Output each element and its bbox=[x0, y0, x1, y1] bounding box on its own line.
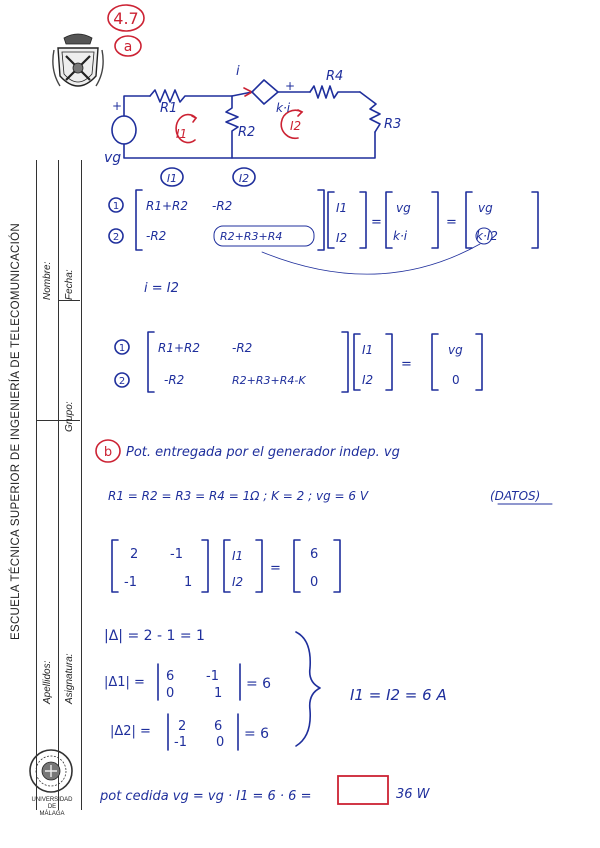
matrix-cell: R2+R3+R4-K bbox=[232, 374, 306, 387]
label-r2: R2 bbox=[238, 125, 256, 140]
row-number: 2 bbox=[118, 376, 126, 387]
part-b-label: b bbox=[103, 445, 113, 460]
loop-label-i2: I2 bbox=[290, 119, 302, 133]
resistor-r4 bbox=[310, 86, 360, 98]
power-result: 36 W bbox=[396, 787, 430, 802]
curly-brace bbox=[296, 632, 320, 746]
vector-cell: I1 bbox=[336, 201, 348, 215]
vector-cell: 6 bbox=[310, 547, 319, 562]
matrix-bracket bbox=[342, 332, 348, 392]
vector-cell: k·I2 bbox=[476, 229, 498, 243]
vector-cell: k·i bbox=[393, 229, 408, 243]
vector-cell: 0 bbox=[452, 373, 460, 387]
determinant-value: = 6 bbox=[246, 676, 272, 692]
matrix-bracket bbox=[148, 332, 154, 392]
university-name: UNIVERSIDAD DE MÁLAGA bbox=[31, 797, 73, 817]
loop-current-arrow bbox=[192, 116, 196, 122]
part-b-title: Pot. entregada por el generador indep. vg bbox=[126, 445, 400, 460]
vector-cell: I2 bbox=[362, 373, 374, 387]
matrix-cell: -R2 bbox=[146, 229, 167, 243]
field-asignatura: Asignatura: bbox=[64, 653, 75, 704]
label-r3: R3 bbox=[384, 117, 402, 132]
label-r4: R4 bbox=[326, 69, 344, 84]
row-number: 1 bbox=[118, 343, 126, 354]
data-tag: (DATOS) bbox=[490, 489, 541, 503]
matrix-cell: R1+R2 bbox=[146, 199, 188, 213]
determinant-cell: 0 bbox=[216, 735, 225, 750]
column-label-i1: I1 bbox=[166, 172, 178, 185]
determinant-cell: 2 bbox=[178, 719, 187, 734]
matrix-cell: -1 bbox=[124, 575, 137, 590]
given-data: R1 = R2 = R3 = R4 = 1Ω ; K = 2 ; vg = 6 V bbox=[108, 489, 369, 503]
determinant-cell: 0 bbox=[166, 686, 175, 701]
vector-cell: vg bbox=[448, 343, 463, 357]
power-formula: pot cedida vg = vg · I1 = 6 · 6 = bbox=[100, 789, 312, 804]
matrix-cell: R1+R2 bbox=[158, 341, 200, 355]
determinant-cell: -1 bbox=[174, 735, 187, 750]
matrix-bracket bbox=[318, 190, 324, 250]
circuit-diagram bbox=[112, 80, 380, 158]
dependent-source-symbol bbox=[252, 80, 278, 104]
annotation-arrow bbox=[262, 244, 480, 274]
matrix-cell: -R2 bbox=[164, 373, 185, 387]
current-relation: i = I2 bbox=[144, 281, 179, 296]
equals-sign: = bbox=[270, 561, 281, 576]
school-name: ESCUELA TÉCNICA SUPERIOR DE INGENIERÍA DE TELECOMUNICACIÓN bbox=[10, 222, 22, 640]
vector-cell: vg bbox=[478, 201, 493, 215]
resistor-r3 bbox=[360, 92, 380, 132]
field-grupo: Grupo: bbox=[64, 401, 75, 432]
determinant-cell: 6 bbox=[214, 719, 223, 734]
voltage-source-symbol bbox=[112, 116, 136, 144]
equals-sign: = bbox=[446, 215, 457, 230]
problem-number: 4.7 bbox=[113, 9, 139, 28]
column-label-i2: I2 bbox=[238, 172, 250, 185]
wire bbox=[124, 96, 150, 116]
row-number: 2 bbox=[112, 232, 120, 243]
determinant-value: = 6 bbox=[244, 726, 270, 742]
source-label: vg bbox=[104, 150, 122, 166]
matrix-cell: -R2 bbox=[232, 341, 253, 355]
matrix-cell: R2+R3+R4 bbox=[220, 230, 283, 243]
resistor-r2 bbox=[226, 96, 238, 158]
determinant-2-label: |Δ2| = bbox=[110, 724, 151, 739]
matrix-bracket bbox=[136, 190, 142, 250]
part-a-label: a bbox=[123, 39, 133, 55]
mesh-currents-result: I1 = I2 = 6 A bbox=[350, 686, 447, 704]
vector-cell: I2 bbox=[232, 575, 244, 589]
loop-label-i1: I1 bbox=[176, 127, 188, 141]
vector-cell: 0 bbox=[310, 575, 319, 590]
matrix-cell: -R2 bbox=[212, 199, 233, 213]
label-r1: R1 bbox=[160, 101, 178, 116]
determinant-cell: -1 bbox=[206, 669, 219, 684]
determinant: |Δ| = 2 - 1 = 1 bbox=[104, 628, 205, 644]
vector-cell: I1 bbox=[232, 549, 244, 563]
field-fecha: Fecha: bbox=[64, 269, 75, 300]
matrix-cell: -1 bbox=[170, 547, 183, 562]
field-nombre: Nombre: bbox=[42, 261, 53, 300]
vector-cell: vg bbox=[396, 201, 411, 215]
answer-box bbox=[338, 776, 388, 804]
determinant-cell: 6 bbox=[166, 669, 175, 684]
field-apellidos: Apellidos: bbox=[42, 660, 53, 704]
matrix-cell: 2 bbox=[130, 547, 139, 562]
determinant-cell: 1 bbox=[214, 686, 223, 701]
vector-cell: I2 bbox=[336, 231, 348, 245]
loop-current-arrow bbox=[298, 110, 302, 116]
equals-sign: = bbox=[401, 357, 412, 372]
row-number: 1 bbox=[112, 201, 120, 212]
current-label-i: i bbox=[236, 64, 240, 79]
equals-sign: = bbox=[371, 215, 382, 230]
matrix-cell: 1 bbox=[184, 575, 193, 590]
dependent-gain-label: k·i bbox=[276, 101, 291, 115]
plus-sign: + bbox=[112, 99, 123, 113]
vector-cell: I1 bbox=[362, 343, 374, 357]
determinant-1-label: |Δ1| = bbox=[104, 675, 145, 690]
plus-sign: + bbox=[285, 79, 296, 93]
